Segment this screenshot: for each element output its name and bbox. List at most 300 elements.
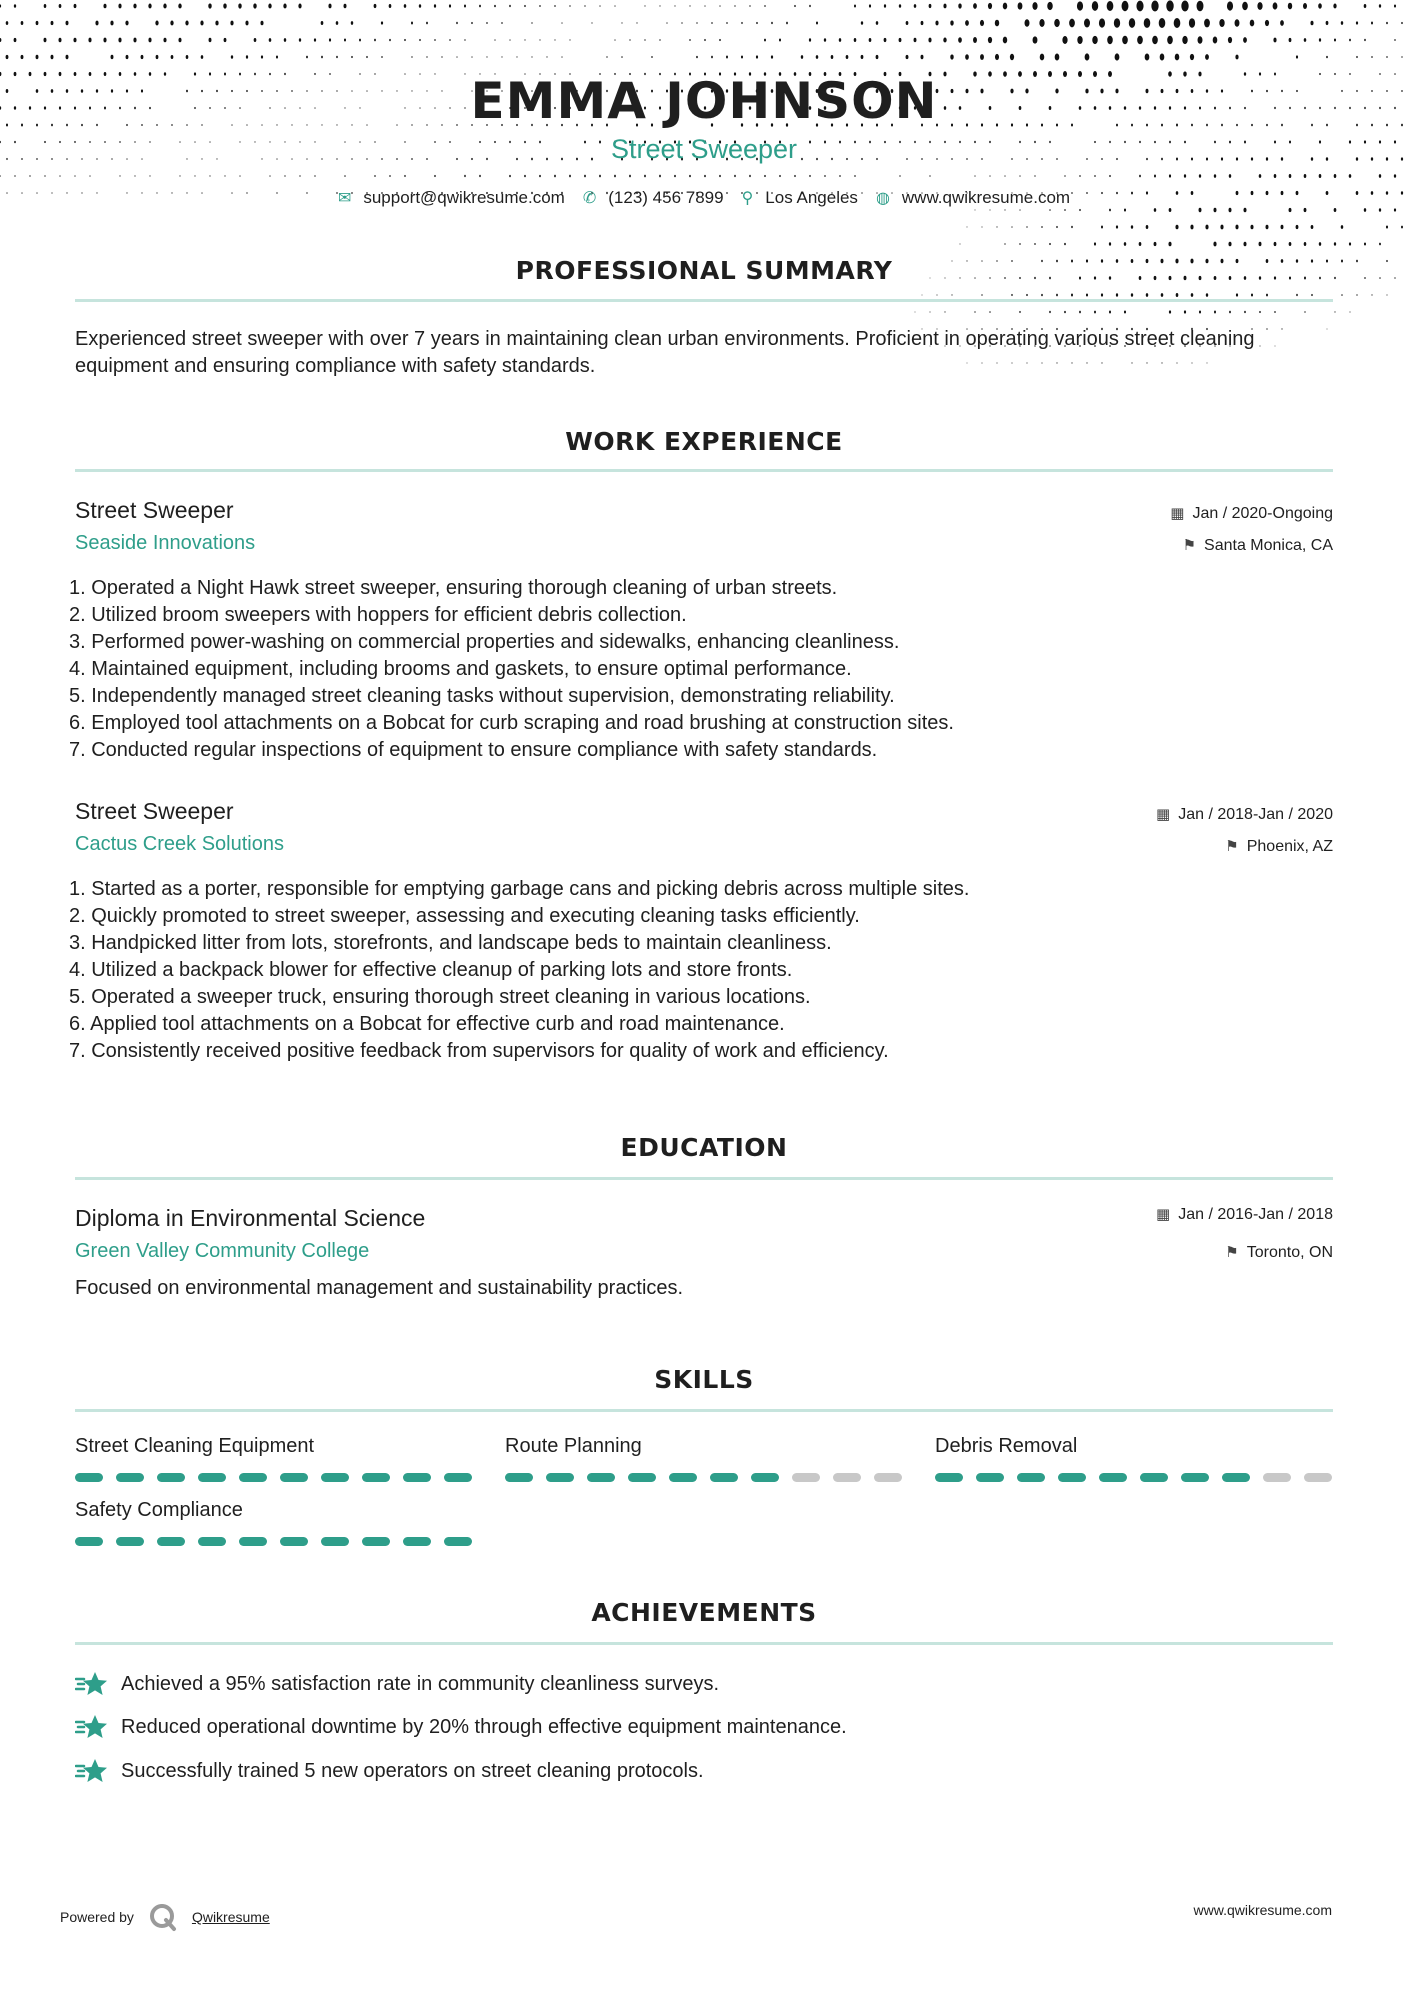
pattern-dot xyxy=(1334,107,1336,109)
pattern-dot xyxy=(1139,242,1142,246)
pattern-dot xyxy=(1079,209,1081,211)
pattern-dot xyxy=(36,124,38,127)
pattern-dot xyxy=(1086,293,1088,296)
pattern-dot xyxy=(1364,4,1367,8)
pattern-dot xyxy=(899,38,902,42)
pattern-dot xyxy=(1004,175,1005,177)
pattern-dot xyxy=(614,39,615,41)
pattern-dot xyxy=(1094,242,1096,245)
pattern-dot xyxy=(1364,39,1366,41)
pattern-dot xyxy=(1229,208,1232,212)
pattern-dot xyxy=(1071,294,1073,297)
pattern-dot xyxy=(696,56,698,59)
pattern-dot xyxy=(756,22,758,24)
skill-segment-filled xyxy=(976,1473,1004,1482)
globe-icon: ◍ xyxy=(875,190,890,207)
pattern-dot xyxy=(1349,107,1351,109)
summary-text: Experienced street sweeper with over 7 years in maintaining clean urban environments. Proficient in operating various street cleaning equipment and ensuring compliance with safety standards. xyxy=(75,328,1255,377)
pattern-dot xyxy=(200,21,203,26)
pattern-dot xyxy=(1356,260,1358,263)
skill-segment-filled xyxy=(710,1473,738,1482)
pattern-dot xyxy=(995,20,999,27)
pattern-dot xyxy=(1349,140,1351,143)
pattern-dot xyxy=(1304,311,1305,313)
pattern-dot xyxy=(539,175,541,178)
pattern-dot xyxy=(1011,226,1012,228)
pattern-dot xyxy=(269,175,270,177)
pattern-dot xyxy=(1364,277,1365,279)
pattern-dot xyxy=(1379,208,1381,212)
pattern-dot xyxy=(561,22,562,24)
pattern-dot xyxy=(52,192,53,193)
pattern-dot xyxy=(14,106,16,109)
qwikresume-link[interactable]: Qwikresume xyxy=(191,1909,270,1925)
job-company: Seaside Innovations xyxy=(75,532,256,554)
pattern-dot xyxy=(1304,242,1307,246)
pattern-dot xyxy=(839,38,841,42)
pattern-dot xyxy=(980,54,984,60)
list-item: 7. Consistently received positive feedback from supervisors for quality of work and efficiency. xyxy=(69,1040,889,1062)
skill-segment-filled xyxy=(239,1473,267,1482)
pattern-dot xyxy=(314,175,315,177)
pattern-dot xyxy=(66,21,69,25)
pattern-dot xyxy=(426,56,427,58)
pattern-dot xyxy=(1085,53,1090,60)
pattern-dot xyxy=(1213,37,1218,44)
pattern-dot xyxy=(1259,242,1262,246)
pattern-dot xyxy=(1334,242,1336,245)
pattern-dot xyxy=(254,38,257,42)
pattern-dot xyxy=(816,21,818,24)
pattern-dot xyxy=(764,5,765,7)
pattern-dot xyxy=(1296,55,1298,58)
pattern-dot xyxy=(1077,36,1082,44)
pattern-dot xyxy=(915,311,916,312)
skill-item xyxy=(75,1499,475,1522)
pattern-dot xyxy=(1169,174,1171,177)
pattern-dot xyxy=(756,55,758,58)
pattern-dot xyxy=(1364,107,1366,109)
pattern-dot xyxy=(1054,19,1060,27)
pattern-dot xyxy=(215,21,218,26)
pattern-dot xyxy=(1181,0,1188,11)
pattern-dot xyxy=(1154,242,1157,246)
pattern-dot xyxy=(6,89,9,93)
pattern-dot xyxy=(381,21,383,24)
pattern-dot xyxy=(195,175,196,176)
pattern-dot xyxy=(0,72,1,76)
pattern-dot xyxy=(66,124,68,127)
education-rule xyxy=(75,1177,1333,1180)
contact-website[interactable]: www.qwikresume.com xyxy=(901,188,1071,207)
skill-segment-filled xyxy=(321,1537,349,1546)
pattern-dot xyxy=(1401,124,1403,127)
pattern-dot xyxy=(89,175,90,177)
pattern-dot xyxy=(1010,54,1014,60)
pattern-dot xyxy=(1371,191,1373,195)
pattern-dot xyxy=(980,20,984,26)
pattern-dot xyxy=(1251,293,1253,296)
pattern-dot xyxy=(1101,226,1103,229)
skill-segment-filled xyxy=(444,1537,472,1546)
pattern-dot xyxy=(1250,20,1255,27)
pattern-dot xyxy=(666,22,667,24)
pattern-dot xyxy=(645,5,646,6)
footer-site[interactable]: www.qwikresume.com xyxy=(1193,1902,1332,1918)
pattern-dot xyxy=(51,158,52,160)
pattern-dot xyxy=(569,175,571,178)
pattern-dot xyxy=(1379,243,1381,246)
pattern-dot xyxy=(150,175,151,176)
pattern-dot xyxy=(764,39,766,42)
pattern-dot xyxy=(1296,225,1299,229)
pattern-dot xyxy=(1401,157,1403,160)
pattern-dot xyxy=(899,175,900,177)
pattern-dot xyxy=(861,21,863,25)
pattern-dot xyxy=(389,39,391,42)
list-item: 3. Handpicked litter from lots, storefronts, and landscape beds to maintain cleanliness. xyxy=(69,932,832,954)
pattern-dot xyxy=(975,209,976,210)
pattern-dot xyxy=(1011,294,1012,296)
pattern-dot xyxy=(1304,208,1307,212)
pattern-dot xyxy=(186,55,189,59)
pattern-dot xyxy=(1161,293,1164,297)
education-location: ⚑ Toronto, ON xyxy=(1225,1244,1333,1261)
pattern-dot xyxy=(135,175,136,176)
pattern-dot xyxy=(1379,140,1381,143)
pattern-dot xyxy=(1250,225,1253,230)
pattern-dot xyxy=(225,175,226,176)
pattern-dot xyxy=(351,21,353,25)
pattern-dot xyxy=(1109,209,1111,212)
list-item: 5. Independently managed street cleaning tasks without supervision, demonstrating reliability. xyxy=(69,685,895,707)
education-dates: ▦ Jan / 2016-Jan / 2018 xyxy=(1156,1206,1333,1223)
pattern-dot xyxy=(982,226,983,227)
pattern-dot xyxy=(336,56,338,58)
pattern-dot xyxy=(1281,225,1284,229)
pattern-dot xyxy=(208,3,211,8)
achievement-text: Reduced operational downtime by 20% through effective equipment maintenance. xyxy=(121,1715,847,1738)
pattern-dot xyxy=(711,56,713,59)
contact-phone[interactable]: (123) 456 7899 xyxy=(608,188,724,207)
skill-segment-filled xyxy=(362,1473,390,1482)
pattern-dot xyxy=(1243,37,1247,43)
pattern-dot xyxy=(929,4,932,8)
pattern-dot xyxy=(1024,19,1029,27)
pattern-dot xyxy=(321,21,324,25)
pattern-dot xyxy=(1064,209,1065,211)
pattern-dot xyxy=(1334,208,1337,212)
pattern-dot xyxy=(1356,56,1357,58)
contact-email[interactable]: support@qwikresume.com xyxy=(363,188,565,207)
pattern-dot xyxy=(981,294,982,296)
pattern-dot xyxy=(268,3,271,8)
pattern-dot xyxy=(419,39,420,41)
pattern-dot xyxy=(704,175,706,178)
pattern-dot xyxy=(1303,3,1307,9)
pattern-dot xyxy=(839,175,840,177)
pattern-dot xyxy=(426,22,428,25)
pattern-dot xyxy=(185,21,188,26)
pattern-dot xyxy=(14,38,17,42)
skill-name: Debris Removal xyxy=(935,1435,1078,1457)
pattern-dot xyxy=(44,72,47,76)
pattern-dot xyxy=(958,3,961,8)
pattern-dot xyxy=(1169,310,1171,313)
pattern-dot xyxy=(973,3,977,9)
pattern-dot xyxy=(719,5,720,7)
pattern-dot xyxy=(1077,1,1083,10)
pattern-dot xyxy=(148,4,151,9)
pattern-dot xyxy=(464,175,466,177)
pattern-dot xyxy=(1199,310,1201,313)
pattern-dot xyxy=(1386,260,1387,262)
pattern-dot xyxy=(125,21,128,26)
pattern-dot xyxy=(622,22,623,23)
pattern-dot xyxy=(1169,208,1172,212)
pattern-dot xyxy=(1319,38,1321,41)
pattern-dot xyxy=(141,55,144,59)
pattern-dot xyxy=(1092,1,1098,11)
pattern-dot xyxy=(1101,293,1103,296)
skill-level-bar xyxy=(505,1473,915,1482)
pattern-dot xyxy=(1137,36,1143,44)
pattern-dot xyxy=(1257,2,1262,10)
skill-segment-filled xyxy=(628,1473,656,1482)
pattern-dot xyxy=(1401,191,1403,194)
pattern-dot xyxy=(21,55,24,59)
pattern-dot xyxy=(329,38,331,41)
pattern-dot xyxy=(592,22,593,23)
pattern-dot xyxy=(1386,225,1388,228)
pattern-dot xyxy=(59,72,62,76)
pattern-dot xyxy=(1235,19,1240,26)
skill-segment-filled xyxy=(157,1537,185,1546)
pattern-dot xyxy=(103,4,106,9)
pattern-dot xyxy=(1131,225,1133,229)
pattern-dot xyxy=(239,175,240,177)
pattern-dot xyxy=(1032,2,1037,10)
pattern-dot xyxy=(569,5,570,7)
pattern-dot xyxy=(276,55,278,58)
skill-segment-filled xyxy=(751,1473,779,1482)
list-item: 6. Applied tool attachments on a Bobcat for effective curb and road maintenance. xyxy=(69,1013,785,1035)
pattern-dot xyxy=(1122,1,1129,11)
pattern-dot xyxy=(44,4,47,8)
pattern-dot xyxy=(29,106,31,109)
pattern-dot xyxy=(419,4,421,8)
pattern-dot xyxy=(690,5,691,6)
skill-segment-filled xyxy=(1058,1473,1086,1482)
skill-segment-filled xyxy=(444,1473,472,1482)
pattern-dot xyxy=(1115,53,1120,60)
education-degree: Diploma in Environmental Science xyxy=(75,1205,426,1231)
achievement-item xyxy=(75,1670,719,1698)
pattern-dot xyxy=(51,21,54,25)
pattern-dot xyxy=(1259,174,1262,178)
pattern-dot xyxy=(696,22,697,24)
pattern-dot xyxy=(1131,293,1133,297)
pattern-dot xyxy=(74,175,75,177)
pattern-dot xyxy=(95,21,98,26)
skill-segment-filled xyxy=(403,1473,431,1482)
pattern-dot xyxy=(726,22,727,24)
pattern-dot xyxy=(284,38,286,42)
pattern-dot xyxy=(1386,157,1388,160)
pattern-dot xyxy=(36,55,39,59)
pattern-dot xyxy=(67,192,68,193)
pattern-dot xyxy=(209,38,212,42)
pattern-dot xyxy=(118,4,121,9)
pattern-dot xyxy=(1214,174,1216,178)
pattern-dot xyxy=(899,4,901,8)
pattern-dot xyxy=(1129,18,1135,28)
pattern-dot xyxy=(1280,20,1284,26)
pattern-dot xyxy=(854,38,857,42)
pattern-dot xyxy=(479,5,481,8)
pattern-dot xyxy=(411,22,413,25)
pattern-dot xyxy=(1386,124,1388,127)
pattern-dot xyxy=(111,55,114,59)
pattern-dot xyxy=(404,175,405,177)
skill-segment-filled xyxy=(1140,1473,1168,1482)
pushpin-icon: ⚑ xyxy=(1225,838,1239,855)
pattern-dot xyxy=(1204,19,1210,28)
pattern-dot xyxy=(1319,242,1321,246)
pattern-dot xyxy=(1394,174,1396,178)
pattern-dot xyxy=(1124,242,1126,246)
pattern-dot xyxy=(381,56,382,58)
pattern-dot xyxy=(1049,311,1051,313)
phone-icon: ✆ xyxy=(582,190,597,207)
pattern-dot xyxy=(914,4,917,8)
pattern-dot xyxy=(884,38,887,42)
pattern-dot xyxy=(389,4,392,8)
pattern-dot xyxy=(1371,56,1372,58)
pattern-dot xyxy=(570,39,571,40)
pattern-dot xyxy=(973,37,977,43)
pattern-dot xyxy=(1335,311,1336,312)
pattern-dot xyxy=(29,175,30,177)
pattern-dot xyxy=(824,38,826,42)
skill-level-bar xyxy=(75,1537,485,1546)
pattern-dot xyxy=(1213,242,1216,247)
pattern-dot xyxy=(1401,56,1402,58)
pattern-dot xyxy=(501,22,502,24)
skill-segment-filled xyxy=(239,1537,267,1546)
pattern-dot xyxy=(1069,19,1075,28)
achievement-text: Successfully trained 5 new operators on street cleaning protocols. xyxy=(121,1759,704,1782)
pattern-dot xyxy=(989,175,990,177)
pattern-dot xyxy=(1349,242,1351,245)
pattern-dot xyxy=(1259,311,1261,313)
pattern-dot xyxy=(14,4,16,8)
pattern-dot xyxy=(306,56,308,59)
pattern-dot xyxy=(486,22,487,24)
pattern-dot xyxy=(0,106,1,110)
pattern-dot xyxy=(1228,37,1232,43)
pattern-dot xyxy=(1350,311,1351,312)
pattern-dot xyxy=(1236,293,1238,296)
skill-name: Route Planning xyxy=(505,1435,642,1457)
pattern-dot xyxy=(44,175,45,177)
pattern-dot xyxy=(659,175,661,178)
skill-level-bar xyxy=(935,1473,1345,1482)
pattern-dot xyxy=(171,55,174,59)
pattern-dot xyxy=(471,22,472,24)
pattern-dot xyxy=(1049,243,1051,245)
pattern-dot xyxy=(990,209,991,210)
pattern-dot xyxy=(1154,208,1156,212)
pattern-dot xyxy=(1386,56,1387,58)
skill-segment-empty xyxy=(1304,1473,1332,1482)
achievements-heading: ACHIEVEMENTS xyxy=(591,1598,817,1627)
pattern-dot xyxy=(779,175,781,177)
skill-item xyxy=(505,1435,905,1458)
pattern-dot xyxy=(441,56,442,58)
skill-segment-filled xyxy=(1222,1473,1250,1482)
pattern-dot xyxy=(1109,311,1111,314)
pattern-dot xyxy=(464,39,465,41)
pattern-dot xyxy=(734,5,735,7)
summary-rule xyxy=(75,299,1333,302)
pattern-dot xyxy=(178,3,181,8)
pattern-dot xyxy=(344,38,346,41)
pattern-dot xyxy=(801,55,803,59)
pattern-dot xyxy=(637,22,638,23)
pattern-dot xyxy=(1019,311,1020,313)
pattern-dot xyxy=(1005,209,1006,210)
pattern-dot xyxy=(1175,225,1178,230)
pattern-dot xyxy=(771,22,773,24)
pattern-dot xyxy=(1205,54,1209,60)
pattern-dot xyxy=(1160,54,1165,61)
skills-heading: SKILLS xyxy=(654,1365,754,1394)
pattern-dot xyxy=(210,175,211,176)
pattern-dot xyxy=(126,55,129,59)
pattern-dot xyxy=(1244,311,1246,313)
pattern-dot xyxy=(260,21,263,26)
pattern-dot xyxy=(831,55,834,59)
pattern-dot xyxy=(854,175,855,177)
pattern-dot xyxy=(1136,1,1143,12)
skill-segment-filled xyxy=(1017,1473,1045,1482)
pattern-dot xyxy=(1235,225,1238,230)
pattern-dot xyxy=(59,106,61,109)
list-item: 5. Operated a sweeper truck, ensuring thorough street cleaning in various locations. xyxy=(69,986,811,1008)
pattern-dot xyxy=(1190,54,1194,60)
calendar-icon: ▦ xyxy=(1156,1206,1171,1223)
skill-segment-filled xyxy=(1099,1473,1127,1482)
pattern-dot xyxy=(14,141,16,144)
skill-segment-filled xyxy=(321,1473,349,1482)
pattern-dot xyxy=(809,5,811,7)
pattern-dot xyxy=(846,55,849,59)
pattern-dot xyxy=(1364,242,1366,245)
pattern-dot xyxy=(1064,311,1066,314)
pattern-dot xyxy=(524,175,526,178)
pattern-dot xyxy=(1166,0,1173,11)
pattern-dot xyxy=(1311,294,1312,296)
pattern-dot xyxy=(1184,310,1186,313)
pattern-dot xyxy=(6,192,7,194)
pattern-dot xyxy=(1394,73,1395,75)
pattern-dot xyxy=(554,5,555,7)
pattern-dot xyxy=(0,4,1,7)
skill-item xyxy=(935,1435,1335,1458)
star-icon xyxy=(75,1670,109,1698)
pattern-dot xyxy=(29,72,32,76)
